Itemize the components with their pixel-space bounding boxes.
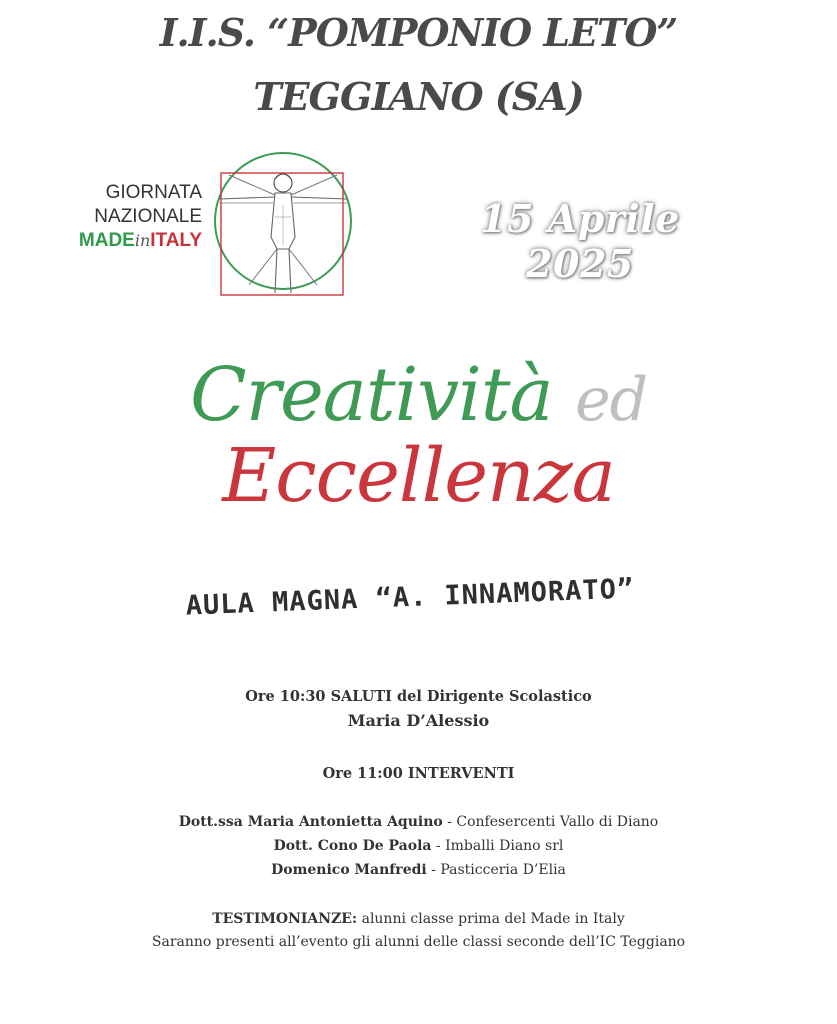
event-date: 15 Aprile 2025 bbox=[480, 196, 680, 286]
program-saluti: Ore 10:30 SALUTI del Dirigente Scolastico bbox=[245, 688, 592, 705]
event-venue: AULA MAGNA “A. INNAMORATO” bbox=[185, 573, 635, 622]
logo-line-made-in-italy bbox=[42, 229, 202, 253]
speaker-org: - Imballi Diano srl bbox=[431, 838, 564, 854]
program-interventi: Ore 11:00 INTERVENTI bbox=[322, 765, 515, 782]
made-in-italy-logo bbox=[42, 145, 362, 305]
logo-text bbox=[42, 181, 202, 253]
logo-line-giornata: GIORNATA bbox=[105, 182, 202, 203]
speaker-org: - Pasticceria D’Elia bbox=[426, 862, 566, 878]
logo-italy: ITALY bbox=[150, 230, 202, 251]
event-motto bbox=[0, 352, 837, 520]
speaker-name: Domenico Manfredi bbox=[271, 862, 427, 878]
speaker-name: Dott.ssa Maria Antonietta Aquino bbox=[178, 814, 443, 830]
speaker-name: Dott. Cono De Paola bbox=[273, 838, 432, 854]
logo-in: in bbox=[134, 231, 151, 250]
vitruvian-man-icon bbox=[205, 145, 361, 301]
speaker-row bbox=[0, 838, 837, 855]
motto-ed: ed bbox=[575, 365, 648, 435]
program-dirigente: Maria D’Alessio bbox=[347, 711, 490, 730]
motto-creativita: Creatività bbox=[189, 352, 553, 438]
program-note: Saranno presenti all’evento gli alunni delle classi seconde dell’IC Teggiano bbox=[151, 934, 686, 950]
motto-eccellenza: Eccellenza bbox=[222, 433, 615, 520]
school-location: TEGGIANO (SA) bbox=[253, 74, 584, 119]
speaker-row bbox=[0, 862, 837, 879]
school-name: I.I.S. “POMPONIO LETO” bbox=[159, 10, 678, 55]
testimonianze-text: alunni classe prima del Made in Italy bbox=[357, 911, 625, 927]
program-testimonianze bbox=[0, 911, 837, 928]
speaker-row bbox=[0, 814, 837, 831]
logo-line-nazionale: NAZIONALE bbox=[94, 206, 202, 227]
speaker-org: - Confesercenti Vallo di Diano bbox=[442, 814, 659, 830]
testimonianze-label: TESTIMONIANZE: bbox=[212, 911, 358, 927]
logo-made: MADE bbox=[78, 230, 135, 251]
